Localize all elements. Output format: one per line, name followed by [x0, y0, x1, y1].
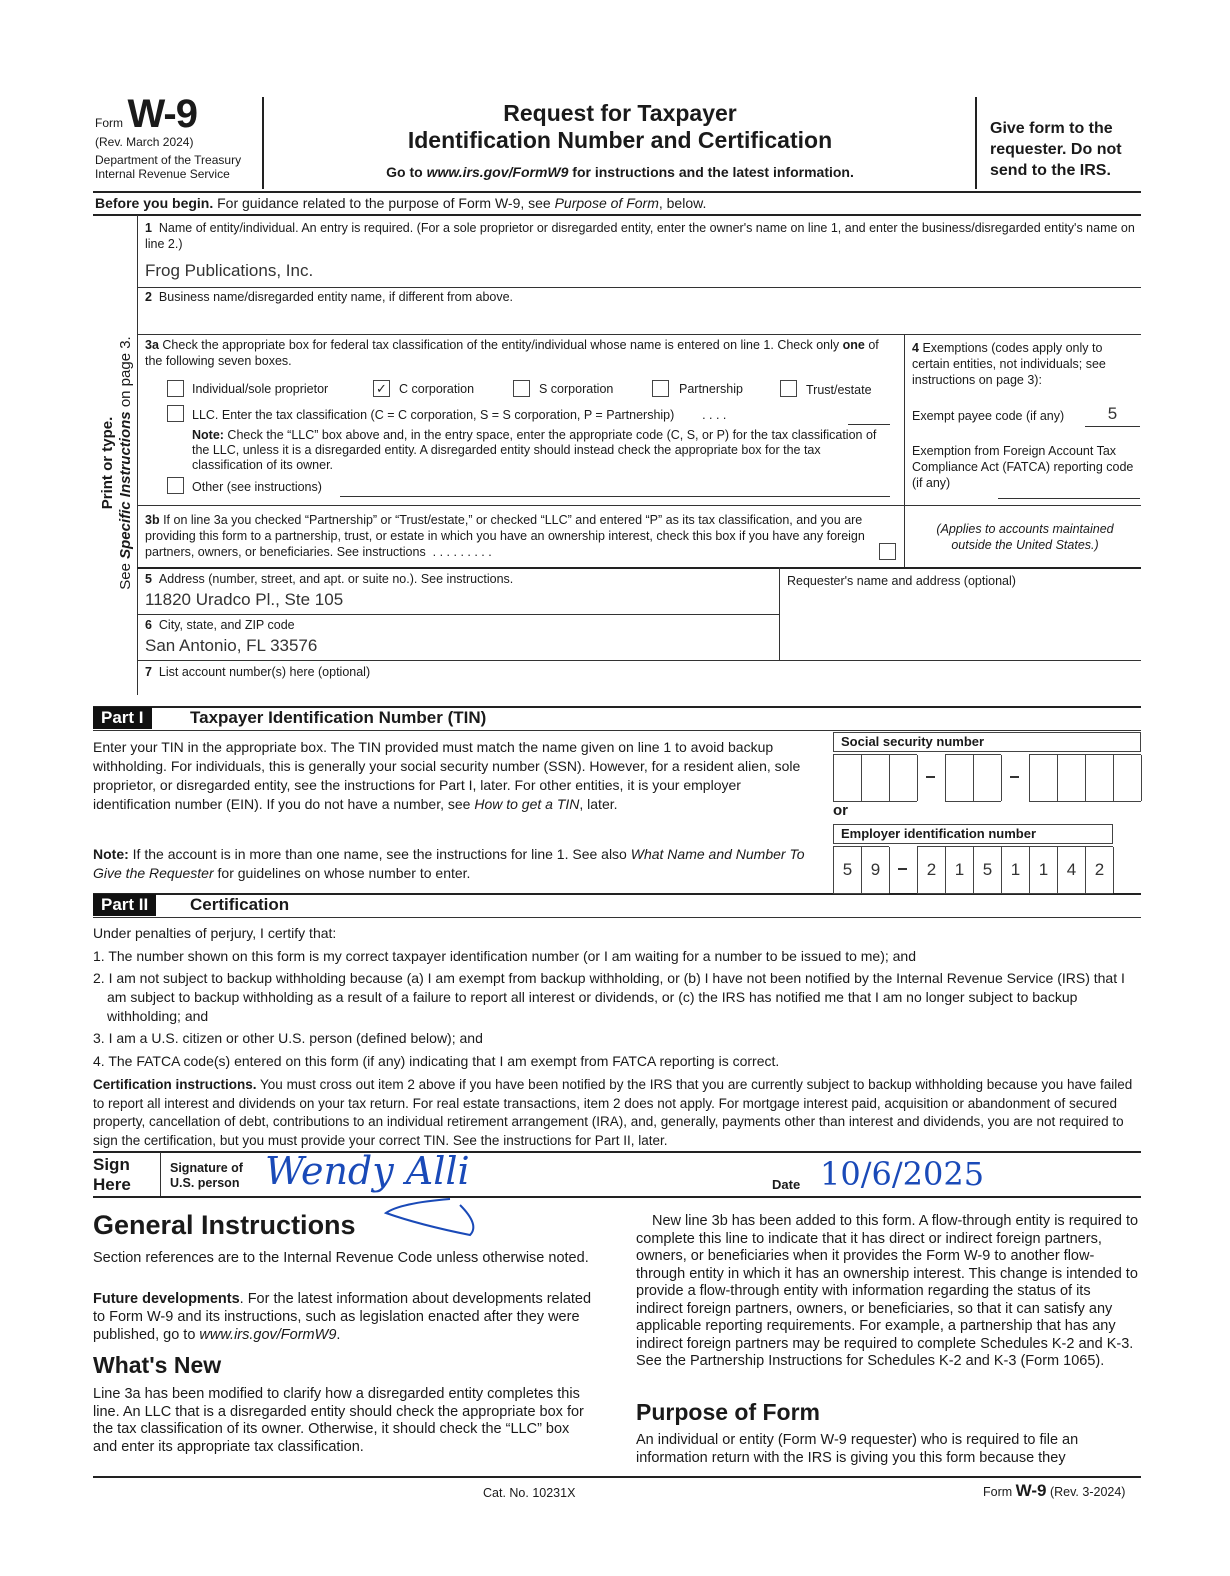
form-number: W-9	[127, 92, 197, 136]
part2-title: Certification	[190, 895, 290, 914]
general-p1: Section references are to the Internal Revenue Code unless otherwise noted.	[93, 1250, 589, 1266]
before-italic: Purpose of Form	[554, 195, 659, 211]
digit-box[interactable]	[1058, 755, 1086, 801]
cert-item-4: 4. The FATCA code(s) entered on this form (if any) indicating that I am exempt from FATCA reporting is correct.	[93, 1053, 780, 1069]
footer-form-id: Form W-9 (Rev. 3-2024)	[983, 1481, 1126, 1500]
digit-box[interactable]	[974, 755, 1002, 801]
line1-rule	[137, 287, 1141, 288]
before-text: For guidance related to the purpose of Form W-9, see	[213, 195, 555, 211]
line1-name-input[interactable]: Frog Publications, Inc.	[145, 261, 314, 280]
digit-group	[833, 846, 889, 894]
other-classification-input[interactable]	[340, 476, 890, 497]
requester-label: Requester's name and address (optional)	[787, 574, 1016, 588]
digit-box[interactable]	[946, 755, 974, 801]
line6-label: 6 City, state, and ZIP code	[145, 618, 295, 632]
header-divider-left	[262, 97, 264, 189]
goto-suffix: for instructions and the latest information.	[568, 164, 854, 180]
line3b-rule	[137, 567, 1141, 569]
signature-field[interactable]: Wendy Alli	[265, 1149, 470, 1193]
line2-label: 2 Business name/disregarded entity name, if different from above.	[145, 290, 514, 304]
applies-note: (Applies to accounts maintained outside the United States.)	[936, 522, 1114, 552]
catalog-number: Cat. No. 10231X	[483, 1486, 576, 1500]
goto-prefix: Go to	[386, 164, 427, 180]
purpose-text: An individual or entity (Form W-9 requester) who is required to file an information return with the IRS is giving you this form because they	[636, 1432, 1079, 1466]
digit-group	[917, 846, 1113, 894]
digit-box[interactable]	[834, 755, 862, 801]
whats-new-heading: What's New	[93, 1352, 222, 1378]
digit-group	[1029, 754, 1141, 802]
sign-rule	[93, 1196, 1141, 1198]
before-you-begin	[95, 195, 706, 211]
date-field[interactable]: 10/6/2025	[820, 1155, 985, 1193]
line6-rule	[137, 660, 1141, 661]
option-s-corporation-label: S corporation	[539, 382, 614, 396]
goto-line	[270, 164, 970, 180]
part2-tag: Part II	[93, 894, 156, 916]
digit-box[interactable]: 1	[1030, 847, 1058, 893]
checkbox-individual[interactable]	[167, 380, 184, 397]
digit-group	[945, 754, 1001, 802]
digit-box[interactable]: 1	[946, 847, 974, 893]
future-developments: Future developments. For the latest information about developments related to Form W-9 and its instructions, such as legislation enacted after they were published, go to www.irs.gov/FormW9.	[93, 1291, 592, 1343]
cert-item-2: 2. I am not subject to backup withholding because (a) I am exempt from backup withholding, or (b) I have not been notified by the Internal Revenue Service (IRS) that I am subject to backup withholding as a result of a failure to report all interest or dividends, or (c) the IRS has notified me that I am no longer subject to backup withholding; and	[93, 970, 1125, 1024]
line2-business-input[interactable]	[145, 308, 1135, 330]
before-bold: Before you begin.	[95, 195, 214, 211]
date-label: Date	[772, 1177, 801, 1192]
checkbox-trust-estate[interactable]	[780, 380, 797, 397]
option-c-corporation-label: C corporation	[399, 382, 475, 396]
ssn-dash	[926, 776, 935, 778]
line3b-label: 3b If on line 3a you checked “Partnership” or “Trust/estate,” or checked “LLC” and entered “P” as its tax classification, and you are providing this form to a partnership, trust, or estate in which you have an ownership interest, check this box if you have any foreign partners, owners, or beneficiaries. See instructions . . . . . . . . .	[145, 513, 865, 559]
header-divider-right	[975, 97, 977, 189]
form-id-block	[95, 92, 260, 181]
checkbox-c-corporation[interactable]: ✓	[373, 380, 390, 397]
line1-label: 1 Name of entity/individual. An entry is required. (For a sole proprietor or disregarded entity, enter the owner's name on line 1, and enter the business/disregarded entity's name on line 2.)	[145, 221, 1135, 251]
line5-rule	[137, 614, 779, 615]
option-individual-label: Individual/sole proprietor	[192, 382, 329, 396]
part1-tag: Part I	[93, 707, 152, 729]
part1-title: Taxpayer Identification Number (TIN)	[190, 708, 487, 727]
fatca-label: Exemption from Foreign Account Tax Compliance Act (FATCA) reporting code (if any)	[912, 444, 1134, 490]
requester-input[interactable]	[787, 595, 1137, 655]
agency: Internal Revenue Service	[95, 167, 230, 181]
requester-divider	[779, 567, 780, 660]
line7-label: 7 List account number(s) here (optional)	[145, 665, 371, 679]
part1-title-rule	[93, 730, 1141, 731]
checkbox-foreign-partners[interactable]	[879, 543, 896, 560]
checkbox-partnership[interactable]	[652, 380, 669, 397]
side-label	[99, 328, 135, 598]
future-developments-link[interactable]: www.irs.gov/FormW9	[199, 1327, 337, 1343]
side-label-line2: See Specific Instructions on page 3.	[117, 336, 134, 590]
part1-note: Note: If the account is in more than one name, see the instructions for line 1. See also What Name and Number To Give the Requester for guidelines on whose number to enter.	[93, 846, 805, 881]
llc-note: Note: Check the “LLC” box above and, in the entry space, enter the appropriate code (C, S, or P) for the tax classification of the LLC, unless it is a disregarded entity. A disregarded entity should instead check the appropriate box for the tax classification of its owner.	[192, 428, 877, 472]
whats-new-p1: Line 3a has been modified to clarify how a disregarded entity completes this line. An LLC that is a disregarded entity should check the appropriate box for the tax classification of its owner. Otherwise, it should check the “LLC” box and enter its appropriate tax classification.	[93, 1386, 584, 1455]
cert-item-1: 1. The number shown on this form is my correct taxpayer identification number (or I am waiting for a number to be issued to me); and	[93, 948, 917, 964]
ssn-label: Social security number	[841, 734, 985, 749]
digit-box[interactable]	[1114, 755, 1142, 801]
cert-instructions: Certification instructions. You must cross out item 2 above if you have been notified by the IRS that you are currently subject to backup withholding because you have failed to report all interest and dividends on your tax return. For real estate transactions, item 2 does not apply. For mortgage interest paid, acquisition or abandonment of secured property, cancellation of debt, contributions to an individual retirement arrangement (IRA), and, generally, payments other than interest and dividends, you are not required to sign the certification, but you must provide your correct TIN. See the instructions for Part II, later.	[93, 1077, 1133, 1148]
digit-box[interactable]: 2	[1086, 847, 1114, 893]
general-instructions-heading: General Instructions	[93, 1210, 356, 1240]
part1-instructions: Enter your TIN in the appropriate box. The TIN provided must match the name given on line 1 to avoid backup withholding. For individuals, this is generally your social security number (SSN). However, for a resident alien, sole proprietor, or disregarded entity, see the instructions for Part I, later. For other entities, it is your employer identification number (EIN). If you do not have a number, see How to get a TIN, later.	[93, 739, 801, 812]
checkbox-other[interactable]	[167, 477, 184, 494]
digit-box[interactable]: 9	[862, 847, 890, 893]
option-partnership-label: Partnership	[679, 382, 743, 396]
digit-box[interactable]: 2	[918, 847, 946, 893]
signature-flourish	[380, 1195, 490, 1245]
exempt-payee-code-input[interactable]: 5	[1085, 404, 1140, 427]
title-line2: Identification Number and Certification	[407, 127, 833, 153]
line4-label: 4 Exemptions (codes apply only to certain entities, not individuals; see instructions on page 3):	[912, 341, 1106, 387]
department: Department of the Treasury	[95, 153, 242, 167]
line3a-label: 3a Check the appropriate box for federal tax classification of the entity/individual whose name is entered on line 1. Check only one of the following seven boxes.	[145, 338, 879, 368]
line2-rule	[137, 334, 1141, 335]
digit-box[interactable]	[1030, 755, 1058, 801]
line3a-rule	[137, 505, 1141, 506]
digit-box[interactable]: 4	[1058, 847, 1086, 893]
before-tail: , below.	[658, 195, 707, 211]
exempt-payee-label: Exempt payee code (if any)	[912, 409, 1065, 423]
signature-label: Signature of U.S. person	[170, 1161, 243, 1190]
other-label: Other (see instructions)	[192, 480, 322, 494]
sign-divider	[160, 1152, 161, 1196]
or-label: or	[833, 802, 848, 819]
form-revision: (Rev. March 2024)	[95, 135, 194, 149]
goto-url[interactable]: www.irs.gov/FormW9	[426, 164, 569, 180]
digit-box[interactable]	[1086, 755, 1114, 801]
fatca-code-input[interactable]	[998, 478, 1140, 499]
ein-label-box	[833, 824, 1113, 844]
digit-box[interactable]: 5	[834, 847, 862, 893]
ssn-dash	[1010, 776, 1019, 778]
give-form-note: Give form to the requester. Do not send to the IRS.	[990, 120, 1122, 179]
line7-accounts-input[interactable]	[145, 682, 1135, 702]
form-word: Form	[95, 116, 123, 130]
line5-address-input[interactable]: 11820 Uradco Pl., Ste 105	[145, 590, 344, 609]
side-label-line1: Print or type.	[99, 416, 116, 510]
title-line1: Request for Taxpayer	[503, 100, 737, 126]
llc-classification-input[interactable]	[848, 404, 890, 425]
before-rule	[93, 214, 1141, 216]
part2-title-rule	[93, 917, 1141, 918]
line4-divider	[904, 334, 905, 567]
ssn-label-box	[833, 732, 1141, 752]
digit-box[interactable]	[890, 755, 918, 801]
footer-rule	[93, 1476, 1141, 1478]
form-title	[270, 100, 970, 180]
checkbox-llc[interactable]	[167, 405, 184, 422]
line6-city-input[interactable]: San Antonio, FL 33576	[145, 636, 318, 655]
llc-label: LLC. Enter the tax classification (C = C corporation, S = S corporation, P = Partnership) . . . .	[192, 408, 727, 422]
digit-group	[833, 754, 917, 802]
ein-dash	[898, 868, 907, 870]
sign-here-label: Sign Here	[93, 1155, 131, 1194]
cert-item-3: 3. I am a U.S. citizen or other U.S. person (defined below); and	[93, 1030, 483, 1046]
header-rule	[93, 191, 1141, 193]
line5-label: 5 Address (number, street, and apt. or suite no.). See instructions.	[145, 572, 514, 586]
whats-new-p2: New line 3b has been added to this form. A flow-through entity is required to complete this line to indicate that it has direct or indirect foreign partners, owners, or beneficiaries when it provides the Form W-9 to another flow-through entity in which it has an ownership interest. This change is intended to provide a flow-through entity with information regarding the status of its indirect foreign partners, owners, or beneficiaries, so that it can satisfy any applicable reporting requirements. For example, a partnership that has any indirect foreign partners may be required to complete Schedules K-2 and K-3. See the Partnership Instructions for Schedules K-2 and K-3 (Form 1065).	[636, 1213, 1139, 1369]
checkbox-s-corporation[interactable]	[513, 380, 530, 397]
purpose-heading: Purpose of Form	[636, 1399, 821, 1425]
ein-label: Employer identification number	[841, 826, 1037, 841]
digit-box[interactable]: 1	[1002, 847, 1030, 893]
option-trust-estate-label: Trust/estate	[806, 383, 872, 397]
cert-intro: Under penalties of perjury, I certify that:	[93, 925, 337, 941]
digit-box[interactable]	[862, 755, 890, 801]
digit-box[interactable]: 5	[974, 847, 1002, 893]
